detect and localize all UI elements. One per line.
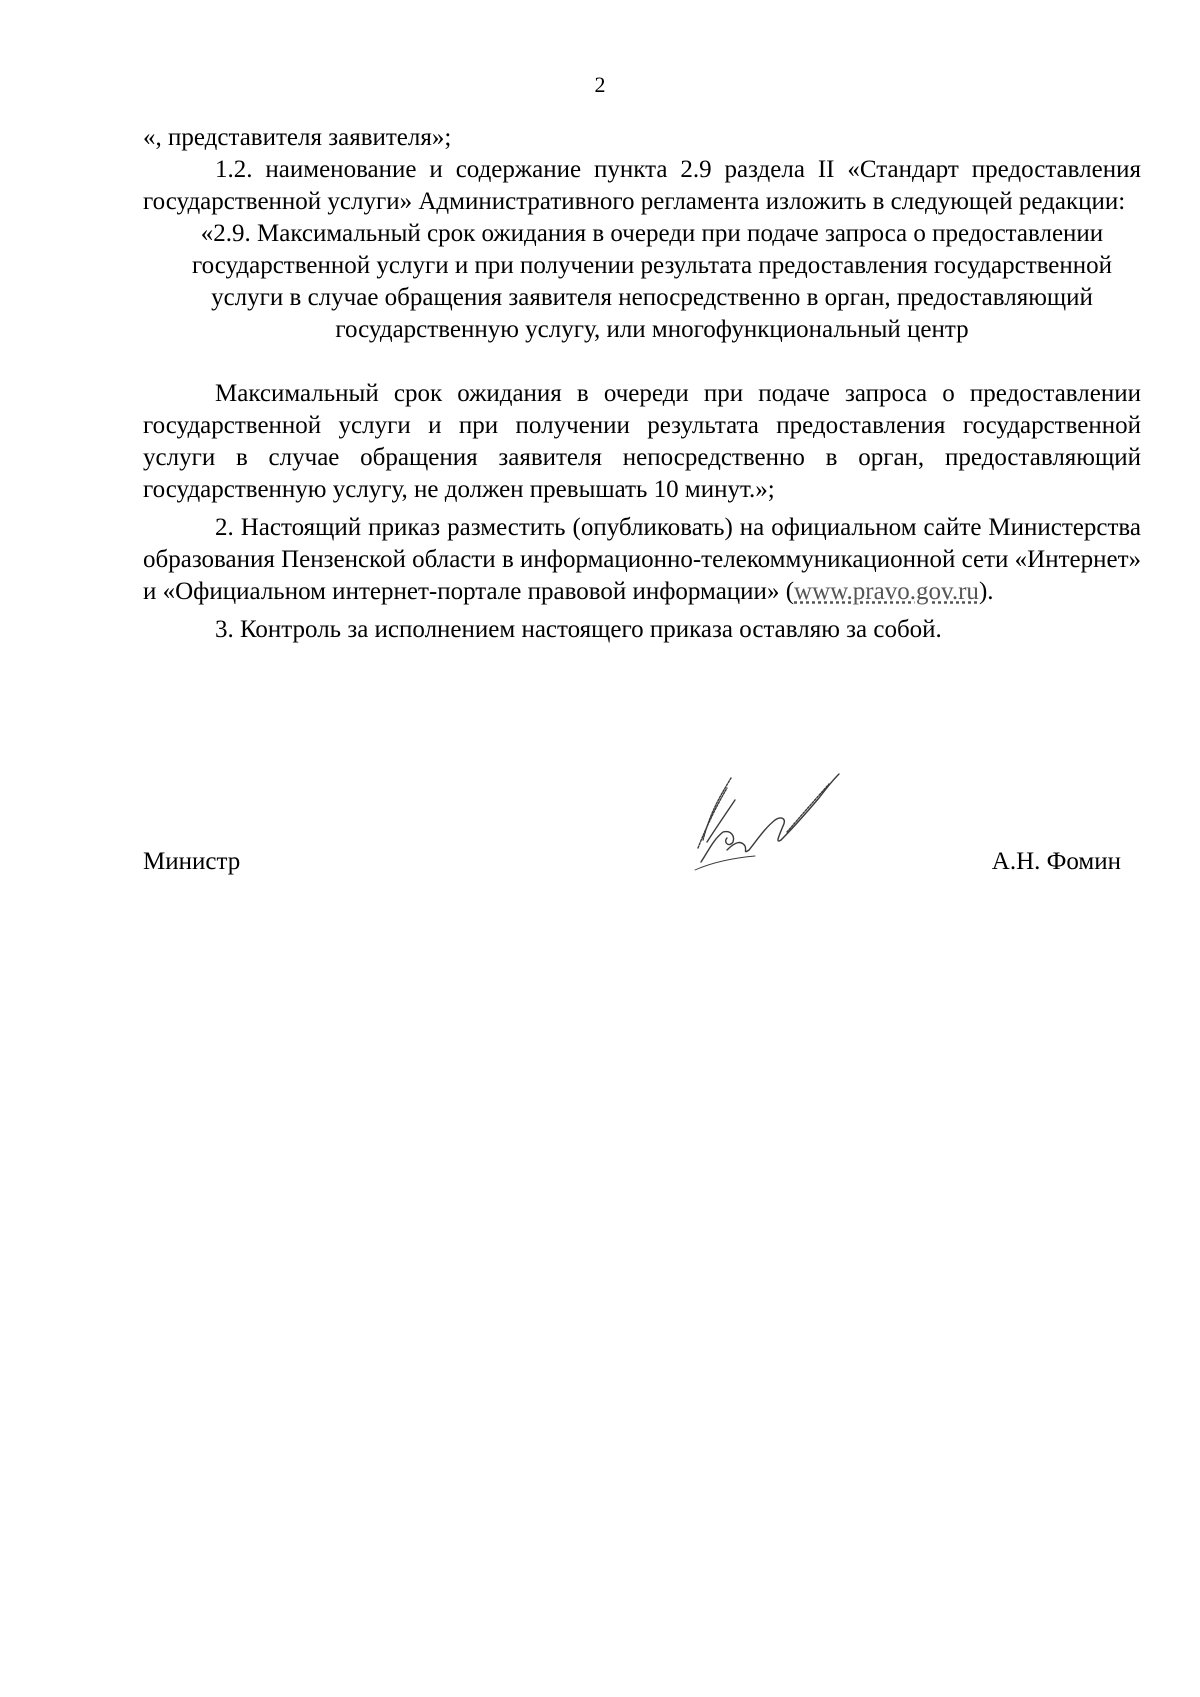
- paragraph-3-control: 3. Контроль за исполнением настоящего приказа оставляю за собой.: [215, 616, 942, 643]
- paragraph-2-text: 2. Настоящий приказ разместить (опубликовать) на официальном сайте Министерства образования Пензенской области в информационно-телекоммуникационной сети «Интернет» и «Официальном интернет-портале правовой информации» (: [143, 514, 1141, 605]
- pravo-link[interactable]: www.pravo.gov.ru: [794, 578, 979, 605]
- page-number: 2: [594, 72, 606, 97]
- paragraph-continuation: «, представителя заявителя»;: [143, 124, 452, 151]
- paragraph-2-publish: [143, 512, 1141, 608]
- paragraph-2-end: ).: [978, 578, 994, 605]
- section-2-9-title: «2.9. Максимальный срок ожидания в очереди при подаче запроса о предоставлении государственной услуги и при получении результата предоставления государственной услуги в случае обращения заявителя непосредственно в орган, предоставляющий государственную услугу, или многофункциональный центр: [191, 220, 1113, 343]
- document-body: [143, 122, 1141, 646]
- section-2-9-body: Максимальный срок ожидания в очереди при подаче запроса о предоставлении государственной услуги и при получении результата предоставления государственной услуги в случае обращения заявителя непосредственно в орган, предоставляющий государственную услугу, не должен превышать 10 минут.»;: [143, 380, 1141, 503]
- signer-name: А.Н. Фомин: [991, 848, 1121, 875]
- signer-position: Министр: [143, 848, 241, 875]
- paragraph-1-2: 1.2. наименование и содержание пункта 2.9 раздела II «Стандарт предоставления государственной услуги» Административного регламента изложить в следующей редакции:: [143, 156, 1141, 215]
- handwritten-signature: [683, 770, 863, 885]
- signature-block: [143, 770, 1121, 890]
